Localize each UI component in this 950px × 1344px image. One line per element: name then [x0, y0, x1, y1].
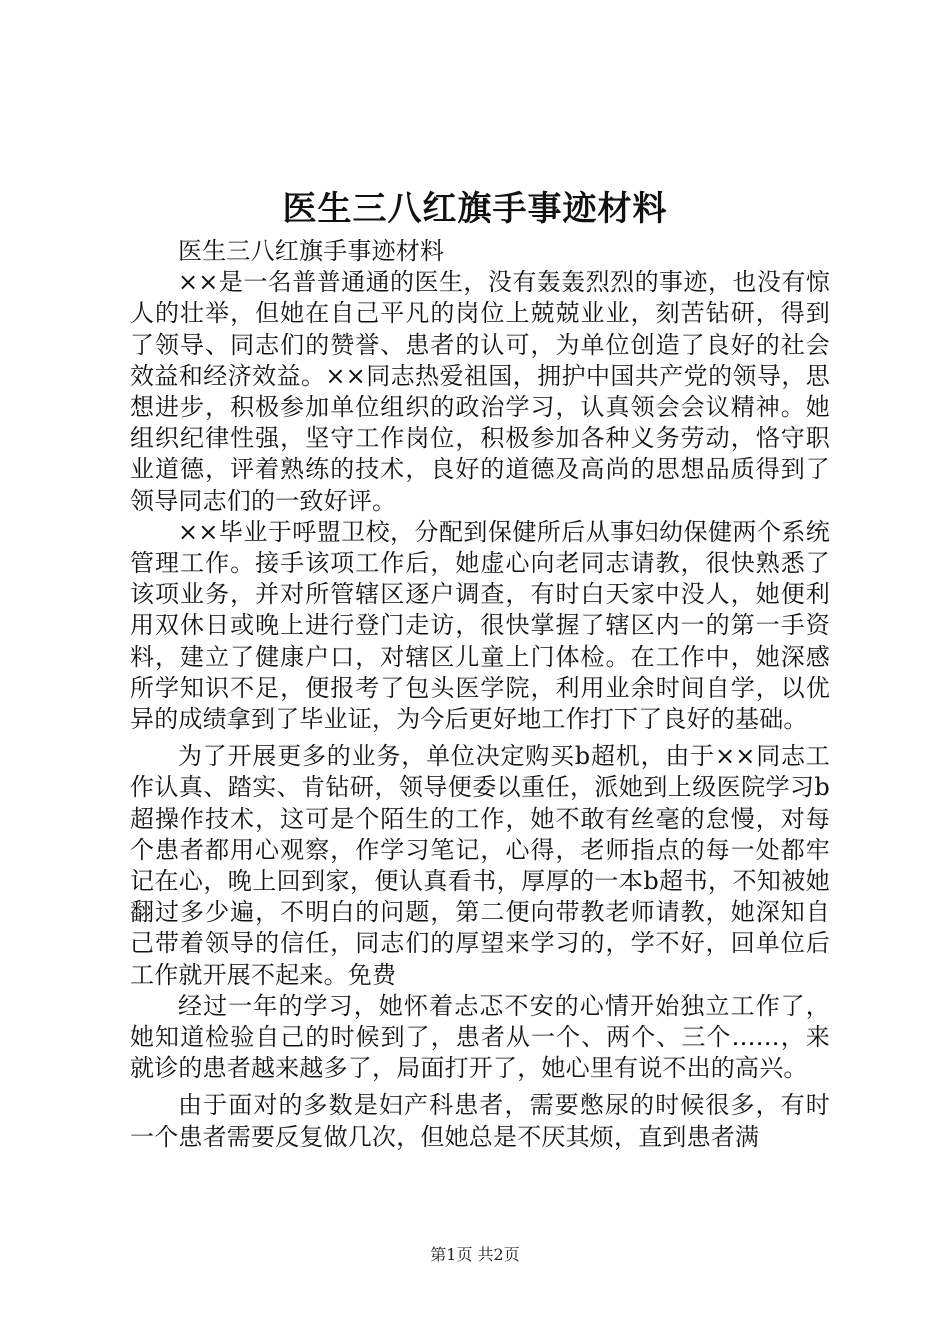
- paragraph-ultrasound-training: 为了开展更多的业务，单位决定购买b超机，由于××同志工作认真、踏实、肯钻研，领导便委以重任，派她到上级医院学习b超操作技术，这可是个陌生的工作，她不敢有丝毫的怠慢，对每个患者都用心观察，作学习笔记，心得，老师指点的每一处都牢记在心，晚上回到家，便认真看书，厚厚的一本b超书，不知被她翻过多少遍，不明白的问题，第二便向带教老师请教，她深知自己带着领导的信任，同志们的厚望来学习的，学不好，回单位后工作就开展不起来。免费: [130, 742, 830, 989]
- paragraph-independent-work: 经过一年的学习，她怀着忐忑不安的心情开始独立工作了，她知道检验自己的时候到了，患者从一个、两个、三个……，来就诊的患者越来越多了，局面打开了，她心里有说不出的高兴。: [130, 991, 830, 1083]
- paragraph-intro: ××是一名普普通通的医生，没有轰轰烈烈的事迹，也没有惊人的壮举，但她在自己平凡的岗位上兢兢业业，刻苦钻研，得到了领导、同志们的赞誉、患者的认可，为单位创造了良好的社会效益和经济效益。××同志热爱祖国，拥护中国共产党的领导，思想进步，积极参加单位组织的政治学习，认真领会会议精神。她组织纪律性强，坚守工作岗位，积极参加各种义务劳动，恪守职业道德，评着熟练的技术，良好的道德及高尚的思想品质得到了领导同志们的一致好评。: [130, 268, 830, 515]
- page-number-footer: 第1页 共2页: [430, 1245, 520, 1264]
- paragraph-education: ××毕业于呼盟卫校，分配到保健所后从事妇幼保健两个系统管理工作。接手该项工作后，她虚心向老同志请教，很快熟悉了该项业务，并对所管辖区逐户调查，有时白天家中没人，她便利用双休日或晚上进行登门走访，很快掌握了辖区内一的第一手资料，建立了健康户口，对辖区儿童上门体检。在工作中，她深感所学知识不足，便报考了包头医学院，利用业余时间自学，以优异的成绩拿到了毕业证，为今后更好地工作打下了良好的基础。: [130, 517, 830, 734]
- page-title: 医生三八红旗手事迹材料: [282, 189, 668, 229]
- document-body: [130, 236, 830, 1153]
- paragraph-subtitle: 医生三八红旗手事迹材料: [178, 237, 445, 265]
- paragraph-patients: 由于面对的多数是妇产科患者，需要憋尿的时候很多，有时一个患者需要反复做几次，但她总是不厌其烦，直到患者满: [130, 1091, 830, 1151]
